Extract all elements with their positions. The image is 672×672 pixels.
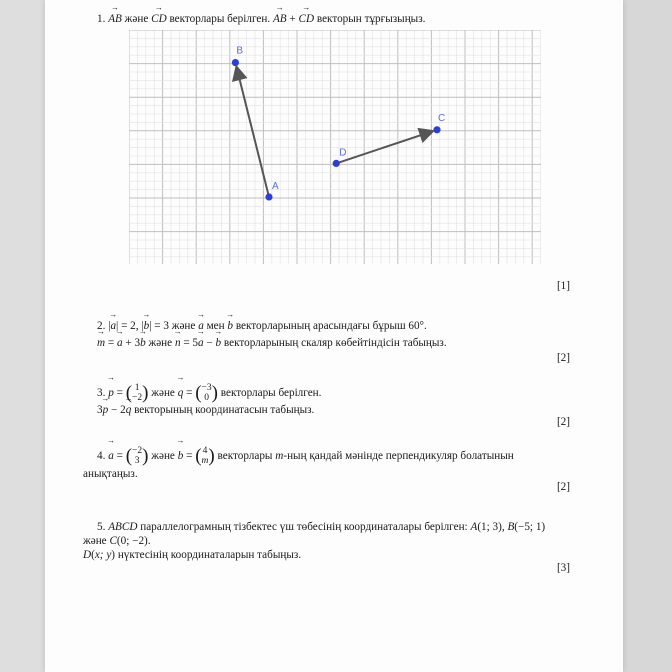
vector-dc [336, 131, 433, 163]
question-5-line-2: және C(0; −2). [83, 535, 151, 547]
question-2-mark: [2] [556, 352, 570, 364]
vector-cd: → CD [151, 12, 167, 26]
background-left [0, 0, 45, 672]
vector-ab: → AB [108, 12, 122, 26]
vector-grid [129, 30, 541, 264]
question-1-text: 1. → AB және → CD векторлары берілген. → AB + → CD векторын тұрғызыңыз. [97, 12, 425, 26]
question-3-line-1: 3. → p = ( 1 −2 ) және → q = ( −3 0 ) векторлары берілген. [97, 382, 321, 404]
question-4-line-1: 4. → a = ( −2 3 ) және → b = ( 4 m ) векторлары m-ның қандай мәнінде перпендикуляр болатынын [97, 445, 514, 467]
question-2-line-2: → m = → a + 3→ b және → n = 5→ a − → b векторларының скаляр көбейтіндісін табыңыз. [97, 336, 447, 350]
question-2-line-1: 2. |→ a| = 2, |→ b| = 3 және → a мен → b векторларының арасындағы бұрыш 60°. [97, 319, 427, 333]
worksheet-page [45, 0, 623, 672]
question-1-mark: [1] [556, 280, 570, 292]
question-4-line-2: анықтаңыз. [83, 468, 138, 480]
question-5-line-3: D(x; y) нүктесінің координаталарын табыңыз. [83, 549, 302, 561]
vector-ab [236, 66, 269, 197]
point-label-c: C [438, 112, 446, 124]
point-b [232, 59, 239, 66]
point-a [265, 193, 272, 200]
point-label-b: B [236, 45, 244, 57]
question-5-mark: [3] [556, 562, 570, 574]
background-right [623, 0, 672, 672]
point-d [333, 160, 340, 167]
question-4-mark: [2] [556, 481, 570, 493]
point-label-d: D [339, 147, 347, 159]
point-label-a: A [272, 181, 279, 192]
question-5-line-1: 5. ABCD параллелограмның тізбектес үш төбесінің координаталары берілген: A(1; 3), B(−5; 1) [97, 521, 546, 533]
question-3-line-2: 3→ p − 2→ q векторының координатасын табыңыз. [97, 403, 314, 417]
point-c [433, 126, 440, 133]
question-3-mark: [2] [556, 416, 570, 428]
